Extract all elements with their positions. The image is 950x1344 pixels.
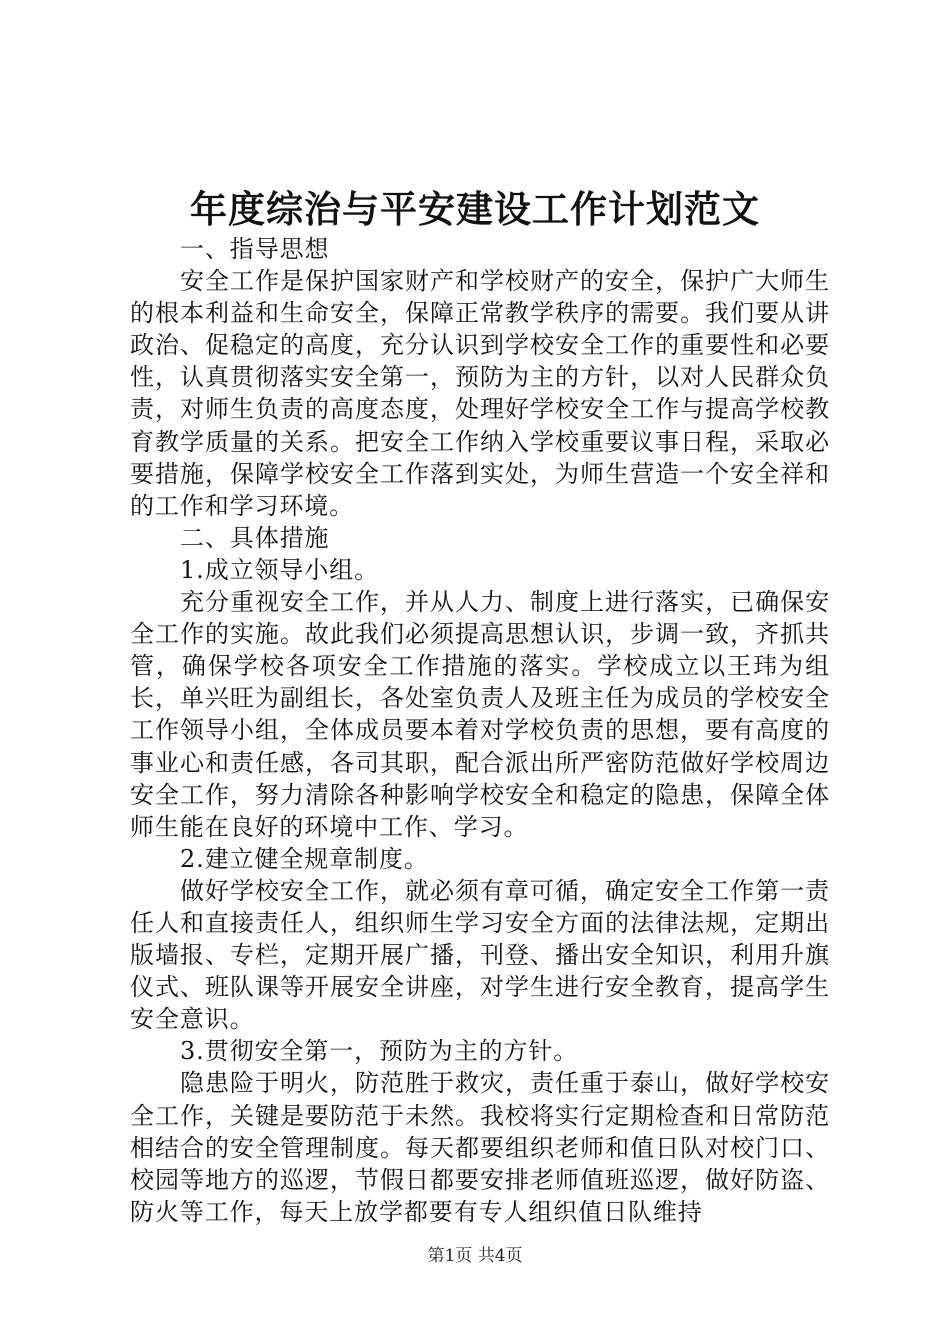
subsection-heading: 1.成立领导小组。 [180, 555, 379, 584]
document-title: 年度综治与平安建设工作计划范文 [190, 187, 760, 231]
document-body [130, 233, 830, 1228]
page-footer: 第1页 共4页 [427, 1246, 523, 1266]
subsection-heading: 3.贯彻安全第一，预防为主的方针。 [180, 1037, 579, 1066]
subsection-heading: 2.建立健全规章制度。 [180, 844, 429, 873]
paragraph: 安全工作是保护国家财产和学校财产的安全，保护广大师生的根本利益和生命安全，保障正常教学秩序的需要。我们要从讲政治、促稳定的高度，充分认识到学校安全工作的重要性和必要性，认真贯彻落实安全第一，预防为主的方针，以对人民群众负责，对师生负责的高度态度，处理好学校安全工作与提高学校教育教学质量的关系。把安全工作纳入学校重要议事日程，采取必要措施，保障学校安全工作落到实处，为师生营造一个安全祥和的工作和学习环境。 [130, 267, 830, 520]
section-heading: 一、指导思想 [180, 235, 330, 263]
paragraph: 充分重视安全工作，并从人力、制度上进行落实，已确保安全工作的实施。故此我们必须提高思想认识，步调一致，齐抓共管，确保学校各项安全工作措施的落实。学校成立以王玮为组长，单兴旺为副组长，各处室负责人及班主任为成员的学校安全工作领导小组，全体成员要本着对学校负责的思想，要有高度的事业心和责任感，各司其职，配合派出所严密防范做好学校周边安全工作，努力清除各种影响学校安全和稳定的隐患，保障全体师生能在良好的环境中工作、学习。 [130, 588, 830, 841]
paragraph: 做好学校安全工作，就必须有章可循，确定安全工作第一责任人和直接责任人，组织师生学习安全方面的法律法规，定期出版墙报、专栏，定期开展广播，刊登、播出安全知识，利用升旗仪式、班队课等开展安全讲座，对学生进行安全教育，提高学生安全意识。 [130, 876, 830, 1034]
section-heading: 二、具体措施 [180, 523, 330, 552]
paragraph: 隐患险于明火，防范胜于救灾，责任重于泰山，做好学校安全工作，关键是要防范于未然。我校将实行定期检查和日常防范相结合的安全管理制度。每天都要组织老师和值日队对校门口、校园等地方的巡逻，节假日都要安排老师值班巡逻，做好防盗、防火等工作，每天上放学都要有专人组织值日队维持 [130, 1069, 830, 1226]
